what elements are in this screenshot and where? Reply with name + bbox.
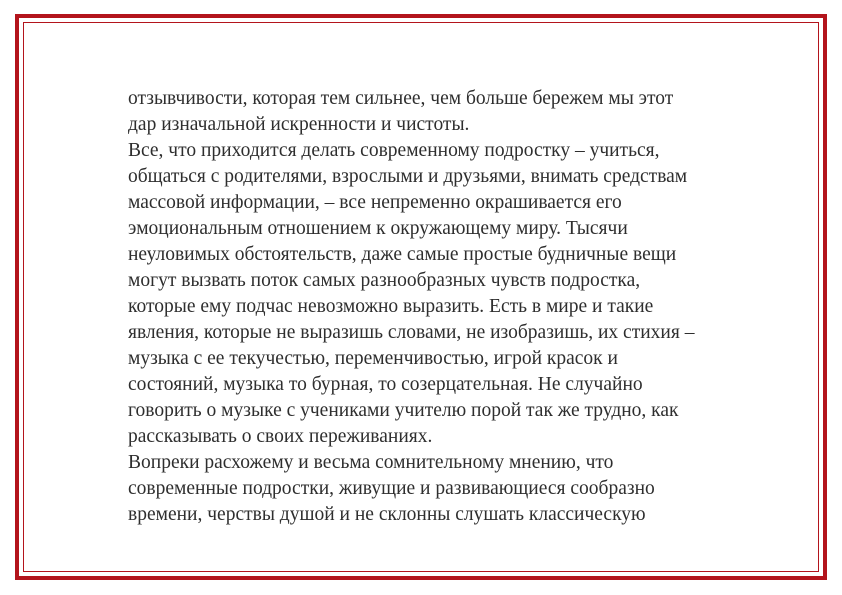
text-line: состояний, музыка то бурная, то созерцательная. Не случайно <box>128 374 643 395</box>
text-line: явления, которые не выразишь словами, не изобразишь, их стихия – <box>128 322 695 343</box>
text-line: отзывчивости, которая тем сильнее, чем больше бережем мы этот <box>128 88 674 109</box>
text-line: рассказывать о своих переживаниях. <box>128 426 433 447</box>
text-line: неуловимых обстоятельств, даже самые простые будничные вещи <box>128 244 677 265</box>
text-line: дар изначальной искренности и чистоты. <box>128 114 470 135</box>
text-line: Все, что приходится делать современному подростку – учиться, <box>128 140 660 161</box>
text-line: говорить о музыке с учениками учителю порой так же трудно, как <box>128 400 679 421</box>
body-text <box>128 86 768 528</box>
text-line: которые ему подчас невозможно выразить. Есть в мире и такие <box>128 296 654 317</box>
text-line: музыка с ее текучестью, переменчивостью, игрой красок и <box>128 348 618 369</box>
text-line: эмоциональным отношением к окружающему миру. Тысячи <box>128 218 628 239</box>
text-line: Вопреки расхожему и весьма сомнительному мнению, что <box>128 452 614 473</box>
text-line: могут вызвать поток самых разнообразных чувств подростка, <box>128 270 641 291</box>
text-line: общаться с родителями, взрослыми и друзьями, внимать средствам <box>128 166 688 187</box>
text-line: времени, черствы душой и не склонны слушать классическую <box>128 504 646 525</box>
text-line: массовой информации, – все непременно окрашивается его <box>128 192 622 213</box>
text-line: современные подростки, живущие и развивающиеся сообразно <box>128 478 655 499</box>
